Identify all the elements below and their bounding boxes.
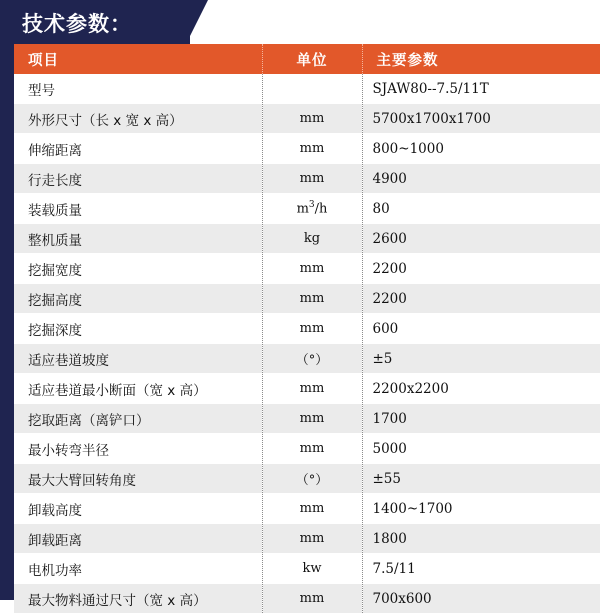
table-row [14, 224, 600, 254]
cell-value: 5000 [362, 434, 600, 464]
cell-item: 挖取距离（离铲口） [14, 404, 262, 434]
cell-value: ±5 [362, 344, 600, 374]
cell-value: 2200 [362, 284, 600, 314]
column-header-value: 主要参数 [362, 44, 600, 74]
cell-item: 挖掘宽度 [14, 254, 262, 284]
cell-item: 挖掘深度 [14, 314, 262, 344]
page-title: 技术参数： [22, 12, 132, 36]
column-header-item: 项目 [14, 44, 262, 74]
header-slant-shape [186, 0, 208, 44]
cell-unit: $m^3/h$ [262, 194, 362, 224]
cell-value: 700x600 [362, 584, 600, 614]
cell-unit [262, 74, 362, 104]
cell-value: 1700 [362, 404, 600, 434]
table-header [14, 44, 600, 74]
cell-unit: mm [262, 584, 362, 614]
table-row [14, 584, 600, 614]
header-banner [0, 0, 600, 44]
cell-unit: mm [262, 404, 362, 434]
cell-item: 行走长度 [14, 164, 262, 194]
cell-item: 电机功率 [14, 554, 262, 584]
cell-item: 型号 [14, 74, 262, 104]
cell-item: 伸缩距离 [14, 134, 262, 164]
cell-item: 最大大臂回转角度 [14, 464, 262, 494]
cell-value: 5700x1700x1700 [362, 104, 600, 134]
cell-value: SJAW80--7.5/11T [362, 74, 600, 104]
cell-unit: kg [262, 224, 362, 254]
cell-value: 2200x2200 [362, 374, 600, 404]
cell-unit: kw [262, 554, 362, 584]
cell-unit: mm [262, 434, 362, 464]
cell-item: 卸载距离 [14, 524, 262, 554]
cell-item: 整机质量 [14, 224, 262, 254]
table-row [14, 314, 600, 344]
cell-value: 600 [362, 314, 600, 344]
table-row [14, 254, 600, 284]
table-row [14, 554, 600, 584]
cell-item: 最大物料通过尺寸（宽 x 高） [14, 584, 262, 614]
cell-value: 80 [362, 194, 600, 224]
cell-unit: mm [262, 494, 362, 524]
cell-value: 2200 [362, 254, 600, 284]
cell-unit: mm [262, 524, 362, 554]
table-row [14, 494, 600, 524]
cell-value: 800~1000 [362, 134, 600, 164]
cell-item: 最小转弯半径 [14, 434, 262, 464]
cell-value: 1800 [362, 524, 600, 554]
table-row [14, 284, 600, 314]
spec-table [14, 44, 600, 614]
table-row [14, 464, 600, 494]
cell-item: 外形尺寸（长 x 宽 x 高） [14, 104, 262, 134]
table-row [14, 344, 600, 374]
table-row [14, 134, 600, 164]
table-row [14, 194, 600, 224]
cell-unit: （°） [262, 344, 362, 374]
cell-unit: mm [262, 164, 362, 194]
cell-value: 4900 [362, 164, 600, 194]
cell-unit: mm [262, 254, 362, 284]
cell-value: 1400~1700 [362, 494, 600, 524]
table-row [14, 524, 600, 554]
cell-value: 7.5/11 [362, 554, 600, 584]
cell-unit: mm [262, 134, 362, 164]
cell-item: 装载质量 [14, 194, 262, 224]
table-row [14, 374, 600, 404]
table-body [14, 74, 600, 614]
table-row [14, 74, 600, 104]
cell-item: 挖掘高度 [14, 284, 262, 314]
cell-item: 卸载高度 [14, 494, 262, 524]
cell-unit: mm [262, 284, 362, 314]
cell-unit: mm [262, 104, 362, 134]
table-row [14, 434, 600, 464]
table-header-row [14, 44, 600, 74]
left-accent-band [0, 0, 14, 600]
cell-unit: （°） [262, 464, 362, 494]
column-header-unit: 单位 [262, 44, 362, 74]
cell-unit: mm [262, 314, 362, 344]
cell-unit: mm [262, 374, 362, 404]
cell-item: 适应巷道最小断面（宽 x 高） [14, 374, 262, 404]
cell-value: ±55 [362, 464, 600, 494]
spec-table-container [14, 44, 600, 609]
table-row [14, 104, 600, 134]
cell-item: 适应巷道坡度 [14, 344, 262, 374]
table-row [14, 164, 600, 194]
cell-value: 2600 [362, 224, 600, 254]
table-row [14, 404, 600, 434]
